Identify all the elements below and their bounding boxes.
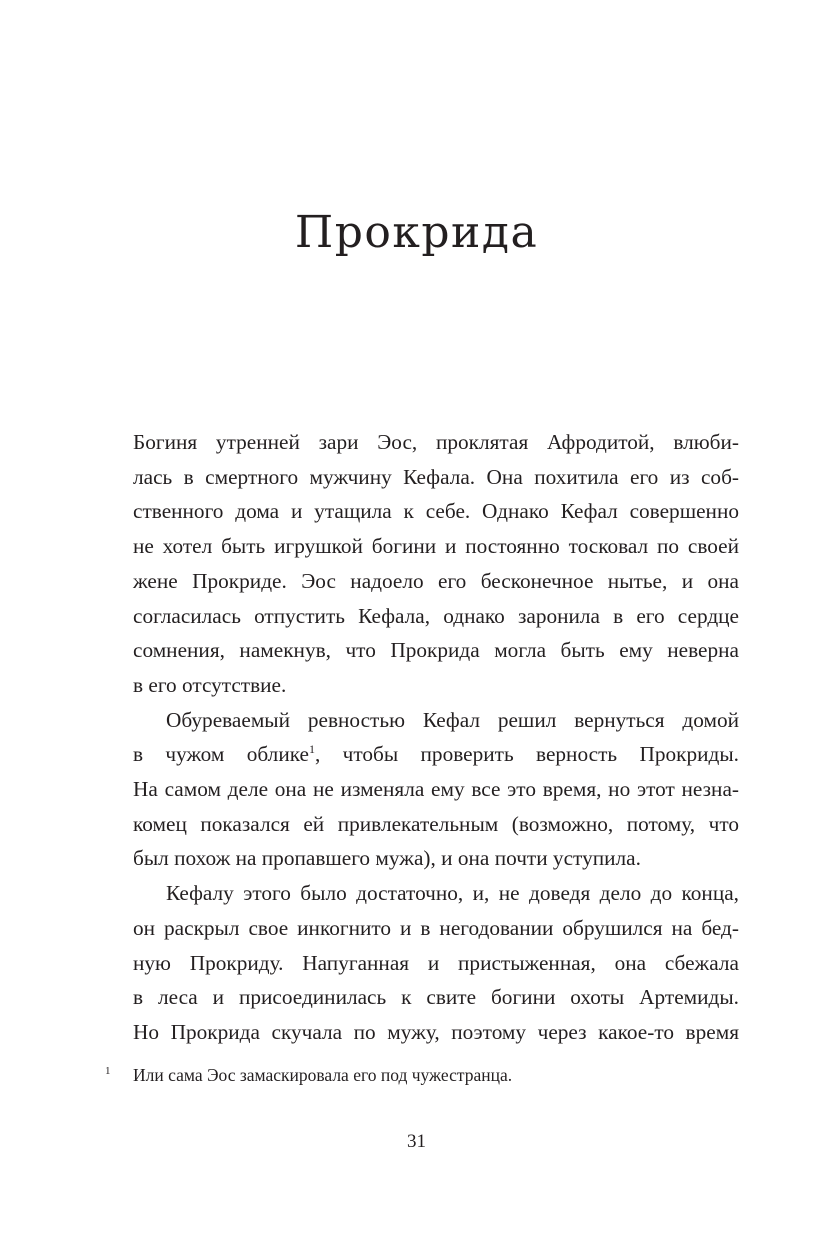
text-line: На самом деле она не изменяла ему все это время, но этот незна- [133, 777, 739, 802]
paragraph-1 [133, 425, 739, 703]
footnote-text: Или сама Эос замаскировала его под чужестранца. [133, 1065, 513, 1085]
page-number: 31 [407, 1131, 426, 1152]
text-fragment: в чужом облике [133, 742, 309, 767]
text-line: комец показался ей привлекательным (возможно, потому, что [133, 811, 739, 836]
text-fragment: , чтобы проверить верность Прокриды. [314, 742, 739, 767]
text-line: жене Прокриде. Эос надоело его бесконечное нытье, и она [133, 568, 739, 593]
body-text [133, 425, 739, 1050]
footnote-mark: 1 [105, 1065, 111, 1077]
footnote [105, 1063, 745, 1087]
text-line-with-footnote [133, 737, 739, 772]
chapter-title: Прокрида [294, 207, 539, 258]
text-line: он раскрыл свое инкогнито и в негодовании обрушился на бед- [133, 915, 739, 940]
text-line: в леса и присоединилась к свите богини охоты Артемиды. [133, 985, 739, 1010]
footnote-reference[interactable]: 1 [308, 742, 315, 757]
text-line: лась в смертного мужчину Кефала. Она похитила его из соб- [133, 464, 739, 489]
paragraph-3 [133, 876, 739, 1050]
text-line: Но Прокрида скучала по мужу, поэтому через какое-то время [133, 1019, 739, 1044]
text-line: сомнения, намекнув, что Прокрида могла быть ему неверна [133, 638, 739, 663]
text-line: был похож на пропавшего мужа), и она почти уступила. [133, 846, 641, 871]
text-line: не хотел быть игрушкой богини и постоянно тосковал по своей [133, 534, 739, 559]
text-line: Обуреваемый ревностью Кефал решил вернуться домой [166, 707, 739, 732]
paragraph-2 [133, 703, 739, 877]
text-line: в его отсутствие. [133, 672, 287, 697]
text-line: Богиня утренней зари Эос, проклятая Афродитой, влюби- [133, 430, 739, 454]
text-line: Кефалу этого было достаточно, и, не доведя дело до конца, [166, 881, 739, 906]
text-line: согласилась отпустить Кефала, однако заронила в его сердце [133, 603, 739, 628]
text-line: ную Прокриду. Напуганная и пристыженная, она сбежала [133, 950, 739, 975]
text-line: ственного дома и утащила к себе. Однако Кефал совершенно [133, 499, 739, 524]
